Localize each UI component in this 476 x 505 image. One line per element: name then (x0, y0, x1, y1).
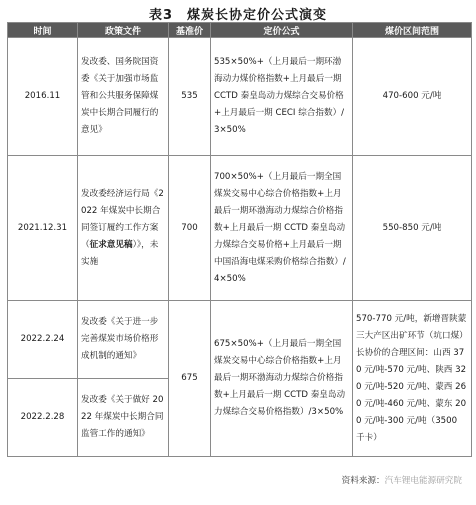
row-base-price: 535 (169, 38, 211, 156)
table-row (8, 156, 472, 301)
source-note (342, 474, 462, 486)
merged-formula: 675×50%+（上月最后一期全国煤炭交易中心综合价格指数+上月最后一期环渤海动力煤综合价格指数+上月最后一期 CCTD 秦皇岛动力煤综合交易价格指数）/3×50% (211, 301, 353, 457)
table-row (8, 38, 472, 156)
source-label: 资料来源： (341, 476, 385, 486)
header-policy: 政策文件 (78, 23, 169, 38)
row-date: 2021.12.31 (8, 156, 78, 301)
merged-base-price: 675 (169, 301, 211, 457)
row-policy: 发改委、国务院国资委《关于加强市场监管和公共服务保障煤炭中长期合同履行的意见》 (78, 38, 169, 156)
merged-price-range: 570-770 元/吨，新增晋陕蒙三大产区出矿环节（坑口煤）长协价的合理区间：山西 370 元/吨-570 元/吨、陕西 320 元/吨-520 元/吨、蒙西 260 元/吨-460 元/吨、蒙东 200 元/吨-300 元/吨（3500 千卡） (353, 301, 472, 457)
watermark: 汽车锂电能源研究院 (384, 476, 462, 486)
row-date: 2022.2.24 (8, 301, 78, 379)
table-row (8, 301, 472, 379)
row-date: 2016.11 (8, 38, 78, 156)
row-date: 2022.2.28 (8, 379, 78, 457)
header-date: 时间 (8, 23, 78, 38)
row-price-range: 550-850 元/吨 (353, 156, 472, 301)
policy-draft-label: 征求意见稿 (89, 239, 133, 250)
row-policy (78, 156, 169, 301)
row-formula: 700×50%+（上月最后一期全国煤炭交易中心综合价格指数+上月最后一期环渤海动力煤综合价格指数+上月最后一期 CCTD 秦皇岛动力煤综合交易价格+上月最后一期中国沿海电煤采购价格综合指数）/4×50% (211, 156, 353, 301)
policy-text: 发改委经济运行局《2022 年煤炭中长期合同签订履约工作方案（ (81, 188, 164, 250)
row-policy: 发改委《关于进一步完善煤炭市场价格形成机制的通知》 (78, 301, 169, 379)
row-price-range: 470-600 元/吨 (353, 38, 472, 156)
header-formula: 定价公式 (211, 23, 353, 38)
header-price-range: 煤价区间范围 (353, 23, 472, 38)
policy-suffix: ）》，未实施 (81, 239, 159, 267)
table-title: 表3 煤炭长协定价公式演变 (148, 8, 328, 23)
row-policy: 发改委《关于做好 2022 年煤炭中长期合同监管工作的通知》 (78, 379, 169, 457)
price-formula-table (7, 22, 472, 457)
table-header-row (8, 23, 472, 38)
row-base-price: 700 (169, 156, 211, 301)
row-formula: 535×50%+（上月最后一期环渤海动力煤价格指数+上月最后一期 CCTD 秦皇岛动力煤综合交易价格+上月最后一期 CECI 综合指数）/3×50% (211, 38, 353, 156)
header-base-price: 基准价 (169, 23, 211, 38)
